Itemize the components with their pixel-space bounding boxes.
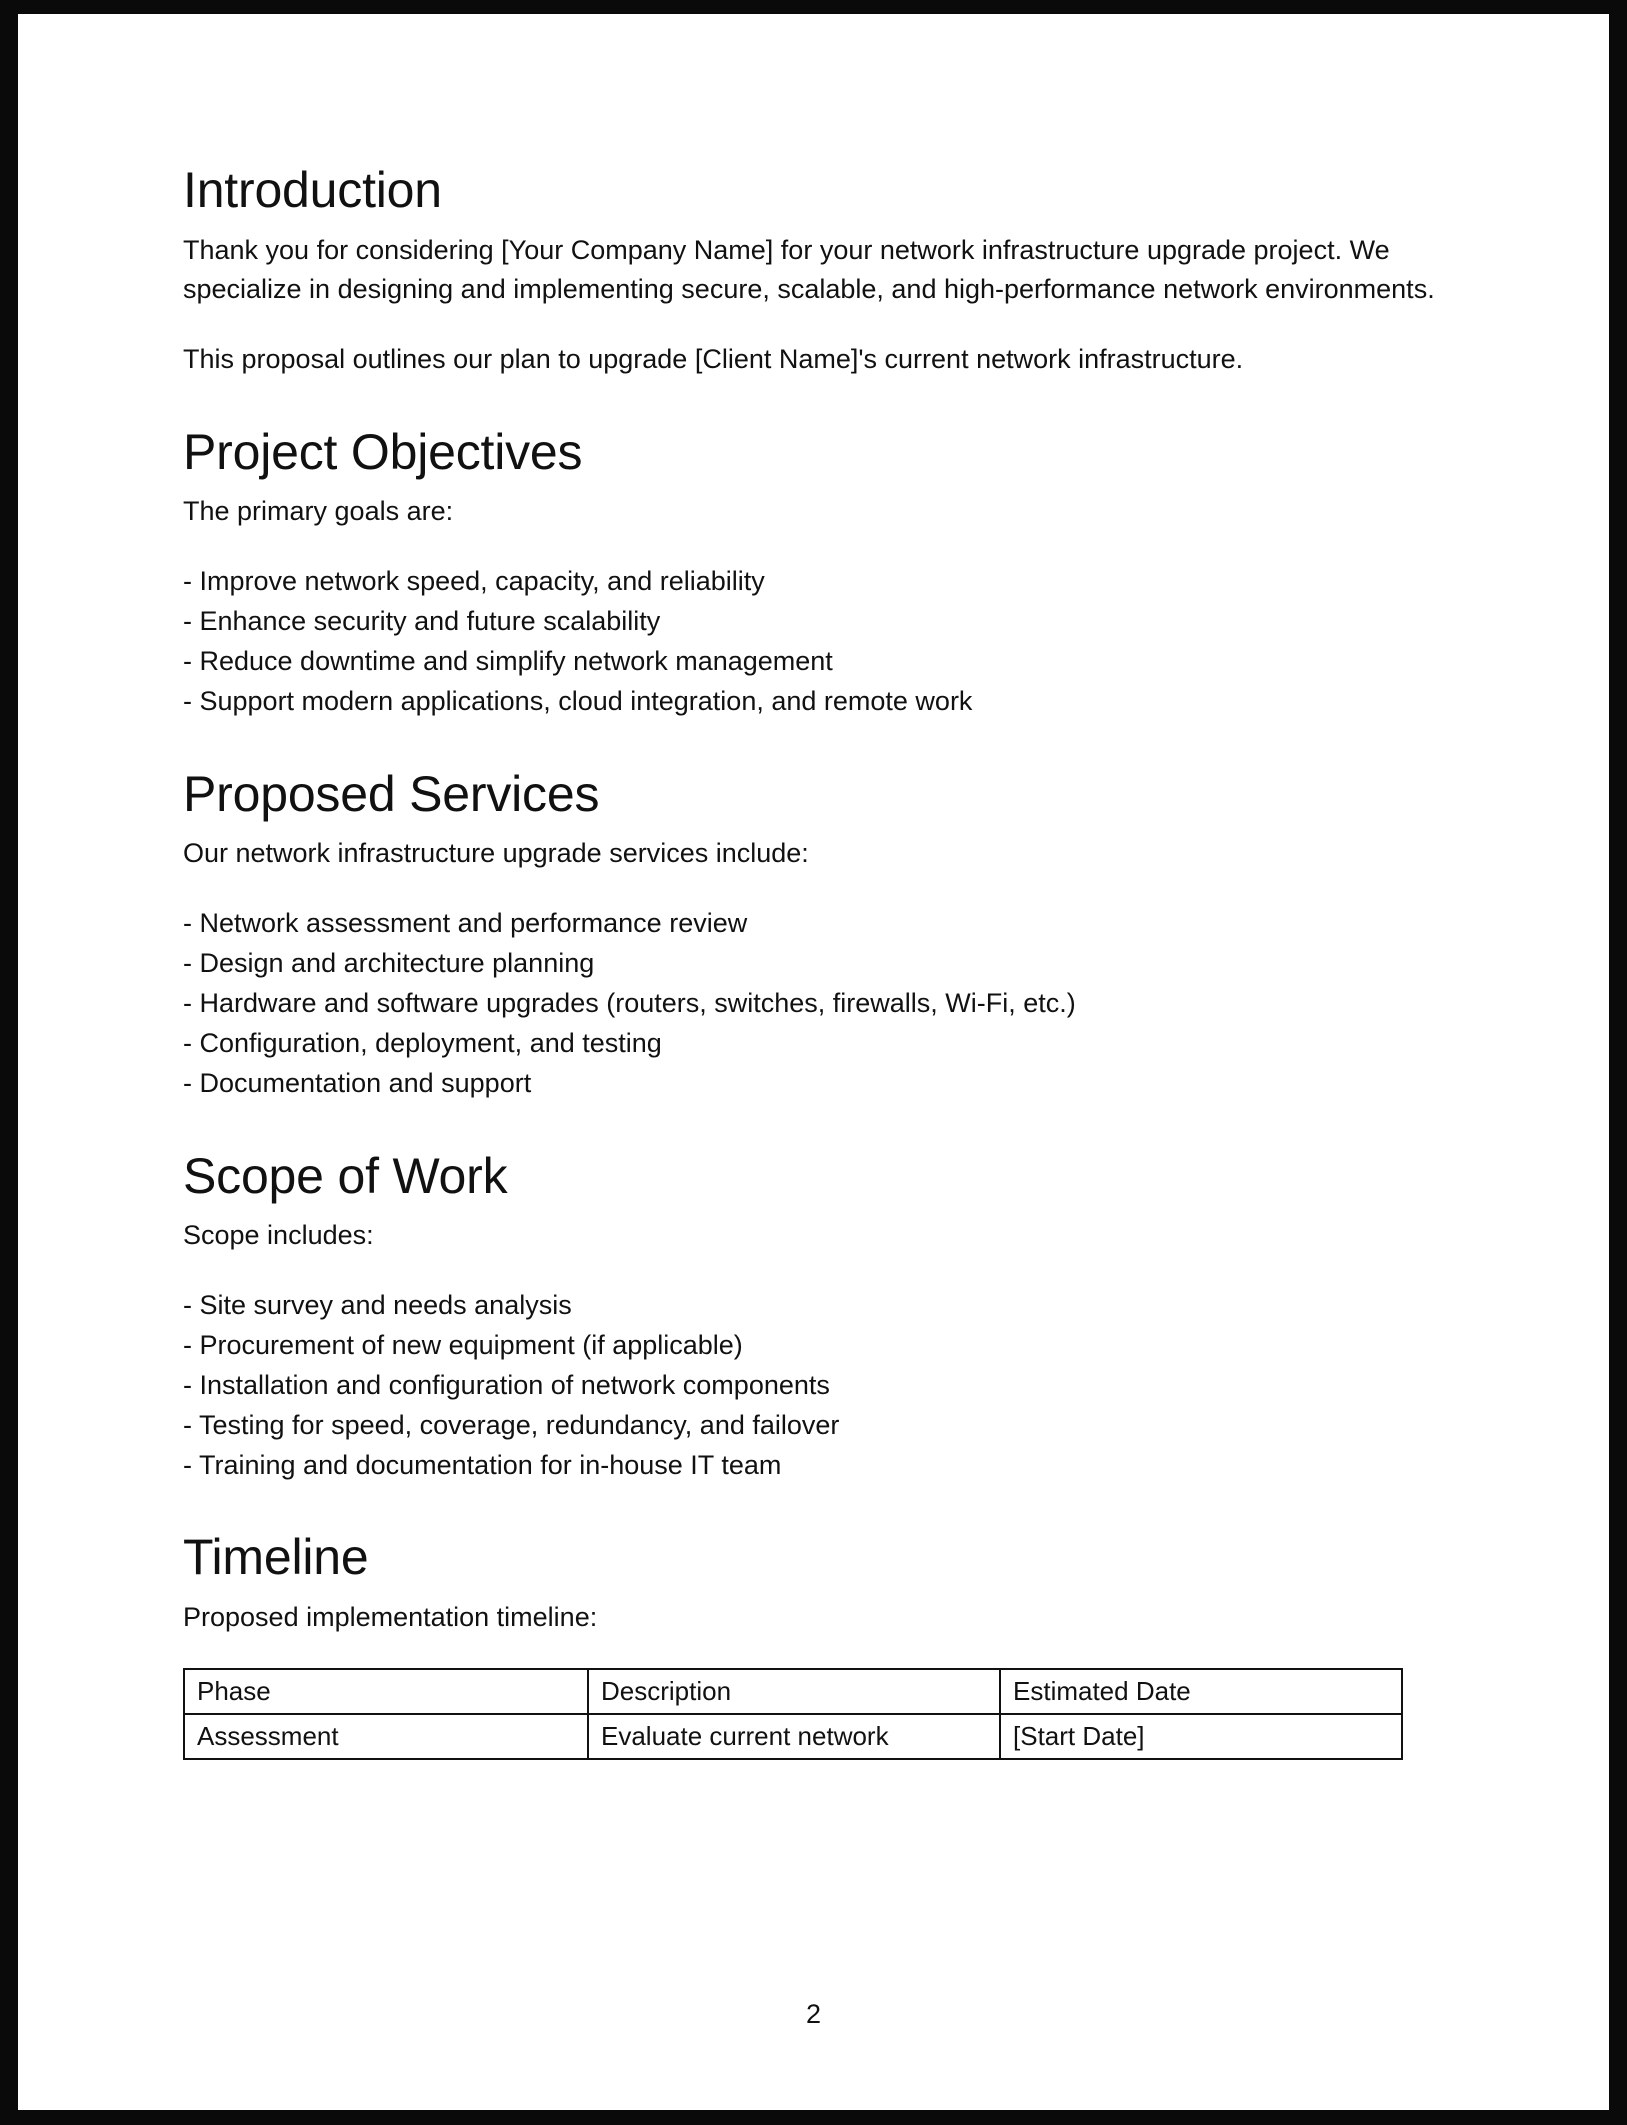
table-cell-description: Evaluate current network xyxy=(588,1714,1000,1759)
document-page xyxy=(18,14,1609,2110)
list-item: - Installation and configuration of network components xyxy=(183,1369,830,1400)
list-item: - Support modern applications, cloud integration, and remote work xyxy=(183,685,973,716)
paragraph-timeline-intro: Proposed implementation timeline: xyxy=(183,1601,598,1632)
paragraph-intro-1: Thank you for considering [Your Company Name] for your network infrastructure upgrade project. We specialize in designing and implementing secure, scalable, and high-performance network environments. xyxy=(183,234,1435,305)
section-introduction xyxy=(183,164,1473,380)
list-item: - Enhance security and future scalability xyxy=(183,605,661,636)
section-timeline xyxy=(183,1531,1473,1760)
list-item: - Reduce downtime and simplify network management xyxy=(183,645,833,676)
table-header-cell: Phase xyxy=(184,1669,588,1714)
timeline-table xyxy=(183,1668,1403,1760)
table-header-row xyxy=(184,1669,1402,1714)
page-number: 2 xyxy=(805,1999,822,2029)
list-item: - Network assessment and performance review xyxy=(183,907,748,938)
list-item: - Design and architecture planning xyxy=(183,947,595,978)
table-header-cell: Estimated Date xyxy=(1000,1669,1402,1714)
list-item: - Site survey and needs analysis xyxy=(183,1289,572,1320)
list-project-objectives xyxy=(183,562,1473,722)
section-project-objectives xyxy=(183,423,1473,722)
table-cell-phase: Assessment xyxy=(184,1714,588,1759)
heading-introduction: Introduction xyxy=(183,162,442,218)
list-item: - Documentation and support xyxy=(183,1067,532,1098)
heading-project-objectives: Project Objectives xyxy=(183,423,583,480)
table-cell-estimated-date: [Start Date] xyxy=(1000,1714,1402,1759)
table-row xyxy=(184,1714,1402,1759)
heading-scope-of-work: Scope of Work xyxy=(183,1147,508,1204)
section-scope-of-work xyxy=(183,1147,1473,1486)
paragraph-objectives-intro: The primary goals are: xyxy=(183,496,454,527)
table-header-cell: Description xyxy=(588,1669,1000,1714)
list-item: - Improve network speed, capacity, and reliability xyxy=(183,565,765,596)
document-content xyxy=(183,164,1473,1760)
list-item: - Configuration, deployment, and testing xyxy=(183,1027,662,1058)
list-item: - Procurement of new equipment (if applicable) xyxy=(183,1329,743,1360)
heading-timeline: Timeline xyxy=(183,1529,369,1586)
list-item: - Training and documentation for in-house IT team xyxy=(183,1449,782,1480)
paragraph-services-intro: Our network infrastructure upgrade services include: xyxy=(183,838,809,869)
list-item: - Hardware and software upgrades (routers, switches, firewalls, Wi-Fi, etc.) xyxy=(183,987,1076,1018)
paragraph-intro-2: This proposal outlines our plan to upgrade [Client Name]'s current network infrastructure. xyxy=(183,343,1244,374)
list-scope-of-work xyxy=(183,1286,1473,1486)
heading-proposed-services: Proposed Services xyxy=(183,765,600,822)
paragraph-scope-intro: Scope includes: xyxy=(183,1220,374,1251)
list-item: - Testing for speed, coverage, redundancy, and failover xyxy=(183,1409,840,1440)
section-proposed-services xyxy=(183,765,1473,1104)
list-proposed-services xyxy=(183,904,1473,1104)
